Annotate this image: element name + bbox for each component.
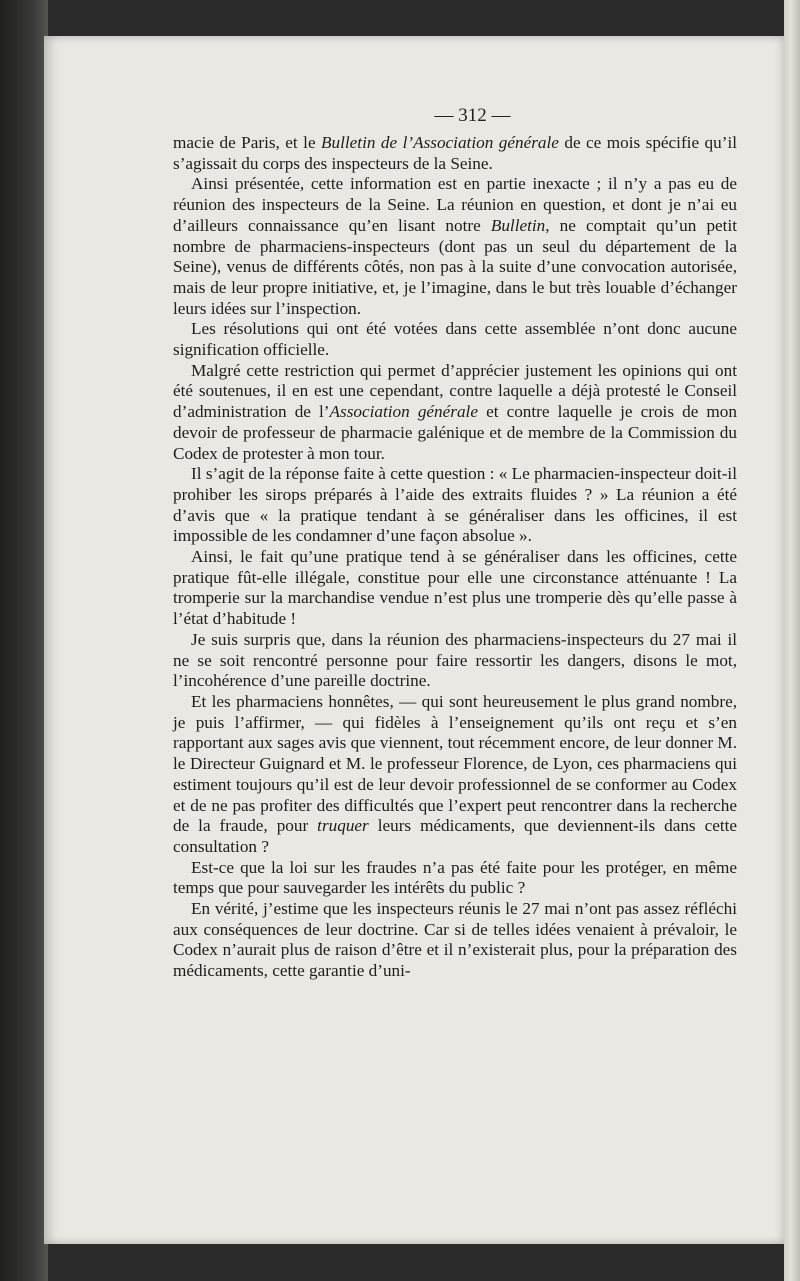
paragraph	[173, 858, 737, 899]
text-run: leurs médicaments, que deviennent-ils dans cette consultation ?	[173, 816, 738, 856]
text-run: Ainsi présentée, cette information est en partie inexacte ; il n’y a pas eu de réunion des inspecteurs de la Seine. La réunion en question, et dont je n’ai eu d’ailleurs connaissance qu’en lisant notre	[173, 174, 737, 235]
text-run: Malgré cette restriction qui permet d’apprécier justement les opinions qui ont été soutenues, il en est une cependant, contre laquelle a déjà protesté le Conseil d’administration de l’	[173, 360, 737, 422]
paragraph	[173, 692, 737, 858]
text-run: Les résolutions qui ont été votées dans cette assemblée n’ont donc aucune signification officielle.	[173, 319, 737, 360]
paragraph	[173, 174, 737, 319]
italic-text: Bulletin	[490, 215, 546, 235]
text-run: Et les pharmaciens honnêtes, — qui sont heureusement le plus grand nombre, je puis l’affirmer, — qui fidèles à l’enseignement qu’ils ont reçu et s’en rapportant aux sages avis que viennent, tout récemment encore, de leur donner M. le Directeur Guignard et M. le professeur Florence, de Lyon, ces pharmaciens qui estiment toujours qu’il est de leur devoir professionnel de se conformer au Codex et de ne pas profiter des difficultés que l’expert peut rencontrer dans la recherche de la fraude, pour	[173, 691, 737, 836]
text-run: , ne comptait qu’un petit nombre de pharmaciens-inspecteurs (dont pas un seul du département de la Seine), venus de différents côtés, non pas à la suite d’une convocation autorisée, mais de leur propre initiative, et, je l’imagine, dans le but très louable d’échanger leurs idées sur l’inspection.	[173, 215, 737, 318]
body-text	[173, 133, 737, 982]
paragraph	[173, 361, 737, 465]
page-number: — 312 —	[434, 105, 511, 126]
italic-text: truquer	[317, 816, 369, 836]
text-run: de ce mois spécifie qu’il s’agissait du corps des inspecteurs de la Seine.	[173, 133, 737, 173]
paragraph	[173, 547, 737, 630]
text-run: Je suis surpris que, dans la réunion des pharmaciens-inspecteurs du 27 mai il ne se soit rencontré personne pour faire ressortir les dangers, disons le mot, l’incohérence d’une pareille doctrine.	[173, 629, 737, 691]
next-page-edge	[784, 0, 800, 1281]
paragraph	[173, 630, 737, 692]
italic-text: Association générale	[329, 402, 478, 422]
text-run: En vérité, j’estime que les inspecteurs réunis le 27 mai n’ont pas assez réfléchi aux conséquences de leur doctrine. Car si de telles idées venaient à prévaloir, le Codex n’aurait plus de raison d’être et il n’existerait plus, pour la préparation des médicaments, cette garantie d’uni-	[173, 899, 737, 981]
paragraph	[173, 464, 737, 547]
paragraph	[173, 133, 737, 174]
paragraph	[173, 899, 737, 982]
book-binding-edge	[0, 0, 48, 1281]
text-run: et contre laquelle je crois de mon devoir de professeur de pharmacie galénique et de membre de la Commission du Codex de protester à mon tour.	[173, 402, 737, 463]
paragraph	[173, 319, 737, 360]
italic-text: Bulletin de l’Association générale	[321, 133, 559, 152]
text-run: macie de Paris, et le	[173, 133, 322, 152]
text-run: Ainsi, le fait qu’une pratique tend à se généraliser dans les officines, cette pratique fût-elle illégale, constitue pour elle une circonstance atténuante ! La tromperie sur la marchandise vendue n’est plus une tromperie dès qu’elle passe à l’état d’habitude !	[173, 547, 737, 629]
text-run: Est-ce que la loi sur les fraudes n’a pas été faite pour les protéger, en même temps que pour sauvegarder les intérêts du public ?	[173, 857, 737, 898]
text-run: Il s’agit de la réponse faite à cette question : « Le pharmacien-inspecteur doit-il prohiber les sirops préparés à l’aide des extraits fluides ? » La réunion a été d’avis que « la pratique tendant à se généraliser dans les officines, il est impossible de les condamner d’une façon absolue ».	[173, 464, 737, 546]
